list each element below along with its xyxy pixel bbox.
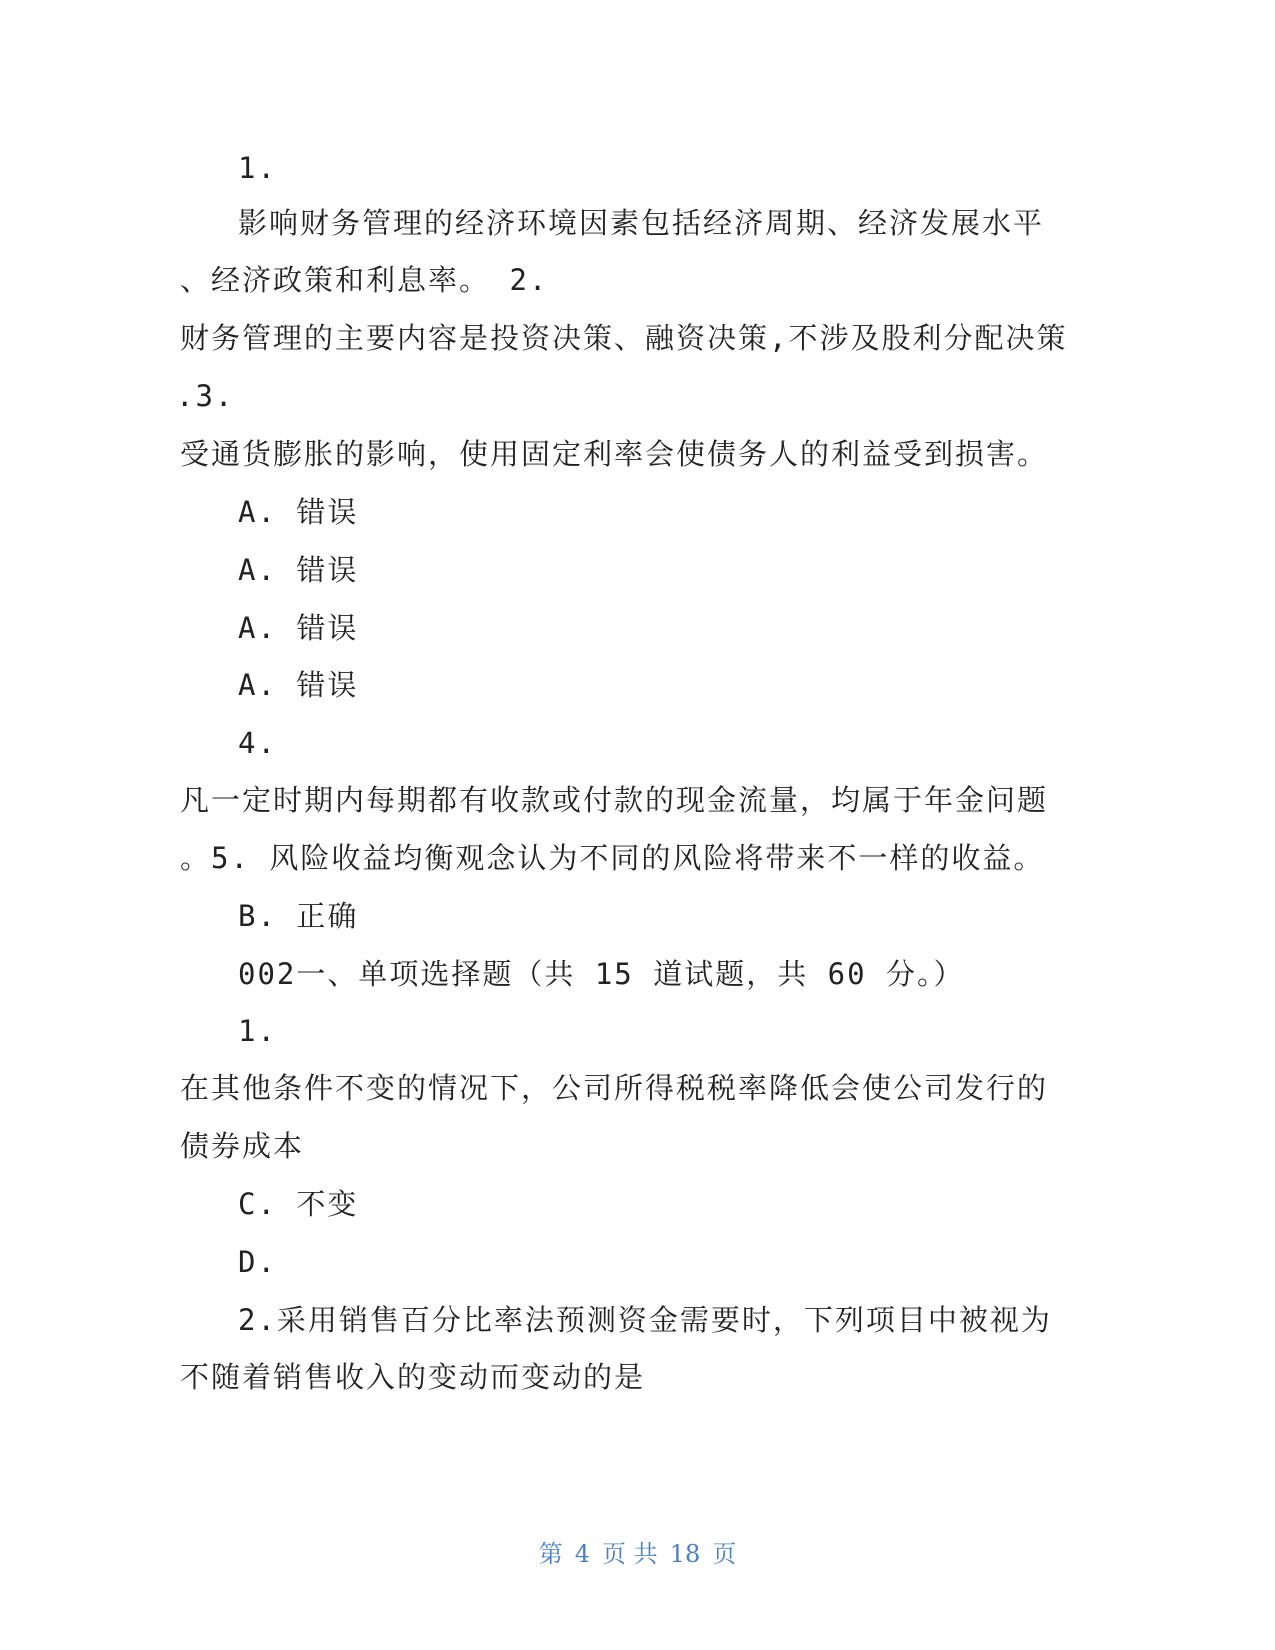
footer-label-pages: 页 — [712, 1540, 737, 1568]
footer-label-page: 第 — [538, 1540, 563, 1568]
answer-option: B. 正确 — [238, 899, 359, 933]
text-line: 。5. 风险收益均衡观念认为不同的风险将带来不一样的收益。 — [180, 841, 1045, 875]
text-line: 受通货膨胀的影响，使用固定利率会使债务人的利益受到损害。 — [180, 437, 1049, 471]
question-number: 1. — [238, 1014, 277, 1048]
answer-option: A. 错误 — [238, 668, 359, 702]
answer-option: A. 错误 — [238, 495, 359, 529]
answer-option: A. 错误 — [238, 553, 359, 587]
question-number: 1. — [238, 151, 277, 185]
total-pages-number: 18 — [669, 1540, 701, 1568]
current-page-number: 4 — [574, 1540, 591, 1568]
question-number: 4. — [238, 726, 277, 760]
answer-option: A. 错误 — [238, 611, 359, 645]
text-line: 影响财务管理的经济环境因素包括经济周期、经济发展水平 — [238, 206, 1045, 240]
answer-option: C. 不变 — [238, 1187, 359, 1221]
text-line: .3. — [176, 379, 235, 413]
text-line: 2.采用销售百分比率法预测资金需要时，下列项目中被视为 — [238, 1303, 1052, 1337]
section-heading: 002一、单项选择题（共 15 道试题，共 60 分。） — [238, 957, 965, 991]
page-footer — [0, 1538, 1275, 1570]
text-line: 、经济政策和利息率。 2. — [180, 263, 549, 297]
text-line: 凡一定时期内每期都有收款或付款的现金流量，均属于年金问题 — [180, 783, 1049, 817]
footer-label-of: 页 共 — [602, 1540, 658, 1568]
answer-option: D. — [238, 1245, 277, 1279]
text-line: 财务管理的主要内容是投资决策、融资决策,不涉及股利分配决策 — [180, 321, 1068, 355]
text-line: 不随着销售收入的变动而变动的是 — [180, 1360, 646, 1394]
text-line: 债券成本 — [180, 1129, 305, 1163]
text-line: 在其他条件不变的情况下，公司所得税税率降低会使公司发行的 — [180, 1071, 1049, 1105]
